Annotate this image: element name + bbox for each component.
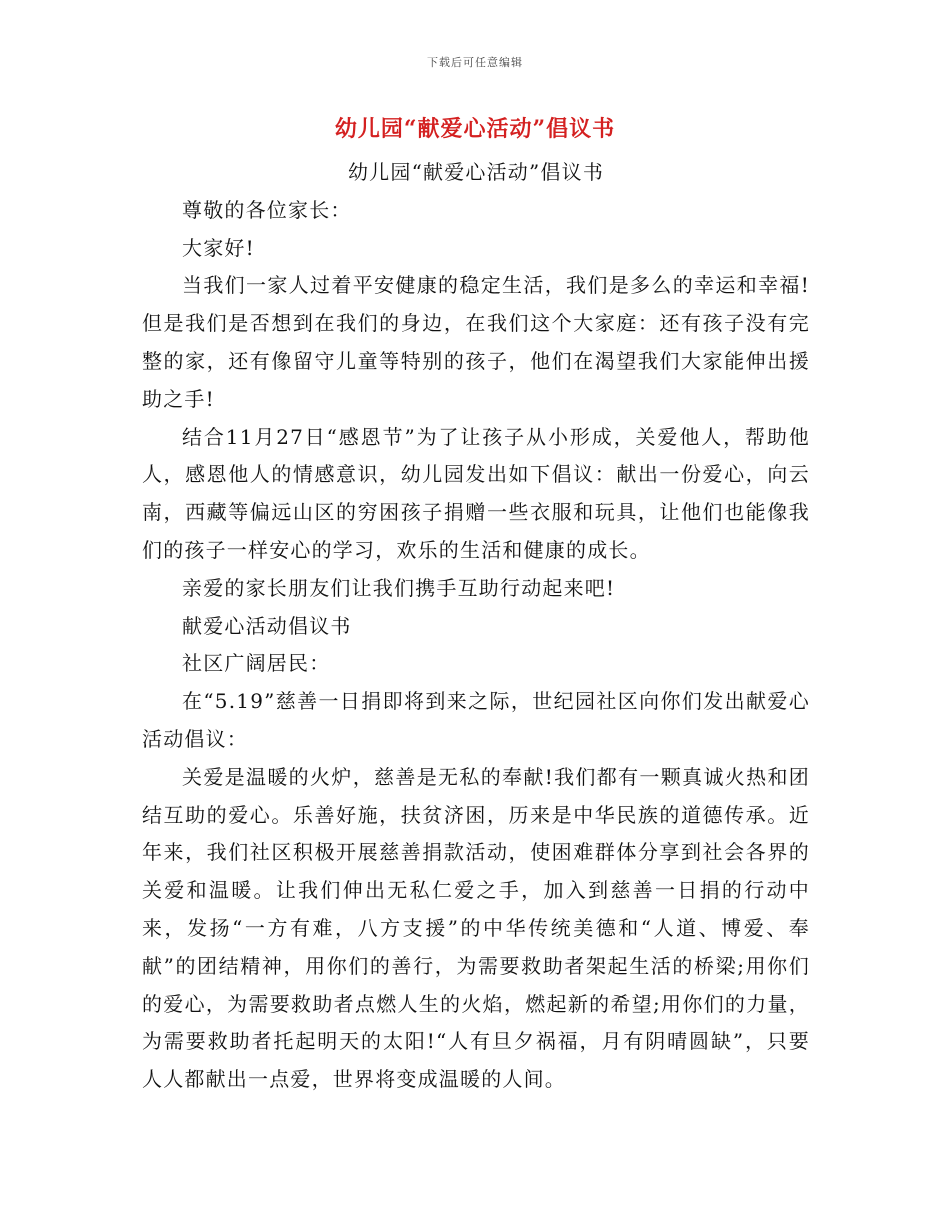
greeting: 大家好! <box>182 235 255 260</box>
paragraph-call-to-action: 亲爱的家长朋友们让我们携手互助行动起来吧! <box>182 575 616 600</box>
document-body <box>142 154 810 1099</box>
paragraph-announcement: 在“5.19”慈善一日捐即将到来之际，世纪园社区向你们发出献爱心活动倡议： <box>142 689 810 751</box>
paragraph-charity: 关爱是温暖的火炉，慈善是无私的奉献!我们都有一颗真诚火热和团结互助的爱心。乐善好施，扶贫济困，历来是中华民族的道德传承。近年来，我们社区积极开展慈善捐款活动，使困难群体分享到社会各界的关爱和温暖。让我们伸出无私仁爱之手，加入到慈善一日捐的行动中来，发扬“一方有难，八方支援”的中华传统美德和“人道、博爱、奉献”的团结精神，用你们的善行，为需要救助者架起生活的桥梁;用你们的爱心，为需要救助者点燃人生的火焰，燃起新的希望;用你们的力量，为需要救助者托起明天的太阳!“人有旦夕祸福，月有阴晴圆缺”，只要人人都献出一点爱，世界将变成温暖的人间。 <box>142 764 810 1092</box>
document-subtitle: 幼儿园“献爱心活动”倡议书 <box>347 160 605 184</box>
salutation-parents: 尊敬的各位家长： <box>182 197 352 222</box>
paragraph-proposal: 结合11月27日“感恩节”为了让孩子从小形成，关爱他人，帮助他人，感恩他人的情感意识，幼儿园发出如下倡议：献出一份爱心，向云南，西藏等偏远山区的穷困孩子捐赠一些衣服和玩具，让他们也能像我们的孩子一样安心的学习，欢乐的生活和健康的成长。 <box>142 424 810 562</box>
section-heading: 献爱心活动倡议书 <box>182 613 352 638</box>
salutation-residents: 社区广阔居民： <box>182 651 331 676</box>
paragraph-intro: 当我们一家人过着平安健康的稳定生活，我们是多么的幸运和幸福!但是我们是否想到在我们的身边，在我们这个大家庭：还有孩子没有完整的家，还有像留守儿童等特别的孩子，他们在渴望我们大家能伸出援助之手! <box>142 273 810 411</box>
header-note: 下载后可任意编辑 <box>427 56 523 69</box>
document-title: 幼儿园“献爱心活动”倡议书 <box>334 116 616 142</box>
